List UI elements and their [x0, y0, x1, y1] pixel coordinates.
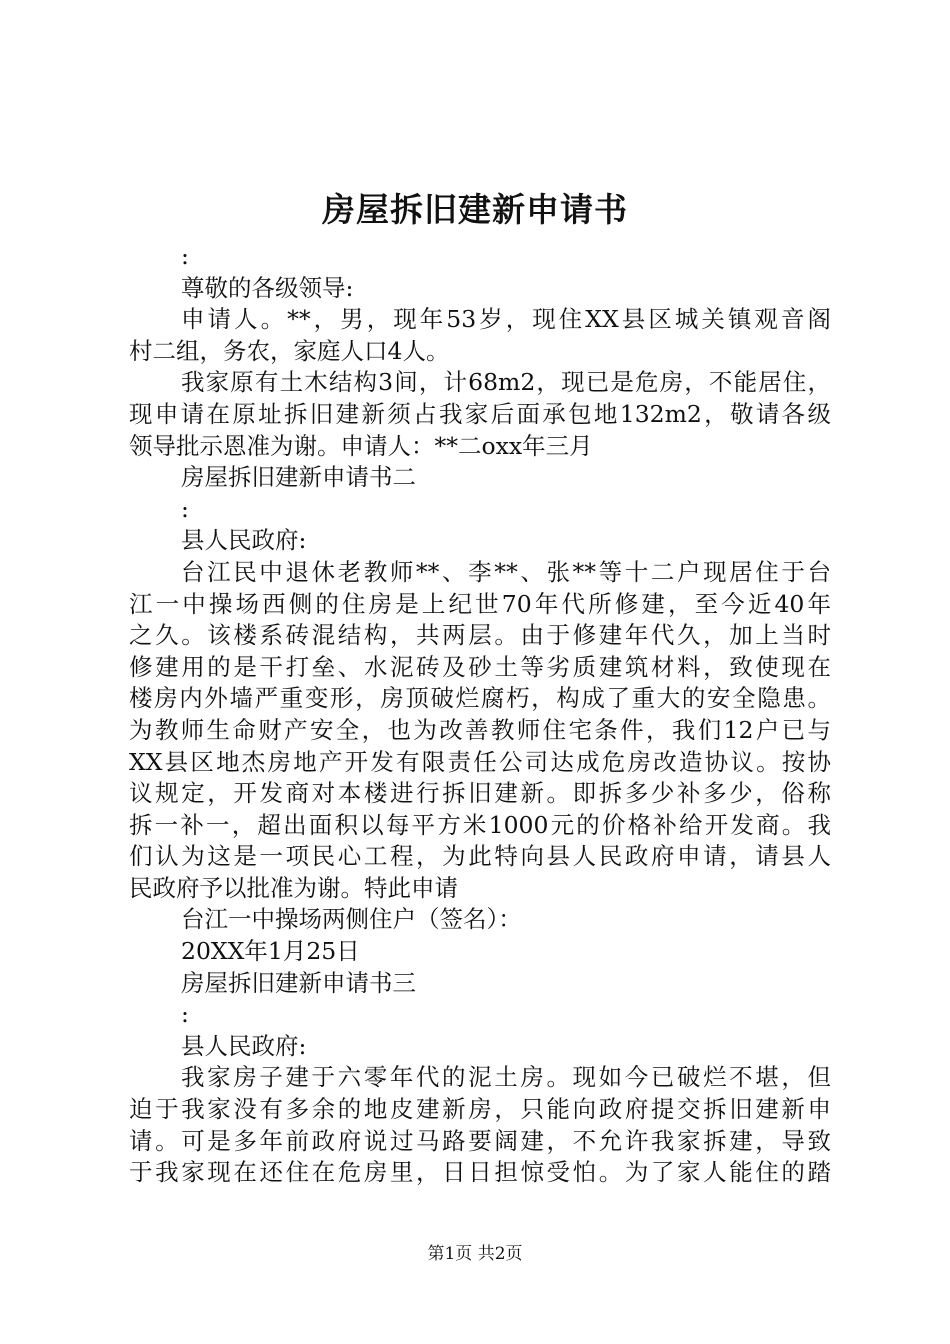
text-line: 我家原有土木结构3间，计68m2，现已是危房，不能居住， [181, 368, 831, 397]
text-line: XX县区地杰房地产开发有限责任公司达成危房改造协议。按协 [129, 747, 831, 776]
document-body [129, 241, 831, 1189]
text-line: 台江民中退休老教师**、李**、张**等十二户现居住于台 [181, 557, 831, 586]
text-line: 迫于我家没有多余的地皮建新房，只能向政府提交拆旧建新申 [129, 1095, 831, 1124]
text-line: 修建用的是干打垒、水泥砖及砂土等劣质建筑材料，致使现在 [129, 652, 831, 681]
text-line: 之久。该楼系砖混结构，共两层。由于修建年代久，加上当时 [129, 621, 831, 650]
text-line: 村二组，务农，家庭人口4人。 [129, 336, 450, 365]
text-line: : [181, 494, 189, 523]
text-line: 于我家现在还住在危房里，日日担惊受怕。为了家人能住的踏 [129, 1158, 831, 1187]
page-footer: 第1页 共2页 [427, 1244, 523, 1264]
salutation: 县人民政府: [181, 1031, 307, 1060]
section-heading: 房屋拆旧建新申请书三 [181, 968, 416, 997]
date-line: 20XX年1月25日 [181, 937, 360, 966]
signature-line: 台江一中操场两侧住户（签名）： [181, 905, 522, 934]
text-line: 我家房子建于六零年代的泥土房。现如今已破烂不堪，但 [181, 1063, 831, 1092]
text-line: : [181, 242, 189, 270]
text-line: 民政府予以批准为谢。特此申请 [129, 873, 458, 902]
salutation: 县人民政府: [181, 526, 307, 555]
text-line: 楼房内外墙严重变形，房顶破烂腐朽，构成了重大的安全隐患。 [129, 684, 831, 713]
text-line: 请。可是多年前政府说过马路要阔建，不允许我家拆建，导致 [129, 1126, 831, 1155]
text-line: 申请人。**，男，现年53岁，现住XX县区城关镇观音阁 [181, 305, 831, 334]
section-heading: 房屋拆旧建新申请书二 [181, 463, 416, 492]
salutation: 尊敬的各级领导: [181, 273, 354, 302]
text-line: : [181, 1000, 189, 1029]
text-line: 们认为这是一项民心工程，为此特向县人民政府申请，请县人 [129, 842, 831, 871]
text-line: 议规定，开发商对本楼进行拆旧建新。即拆多少补多少，俗称 [129, 779, 831, 808]
text-line: 现申请在原址拆旧建新须占我家后面承包地132m2，敬请各级 [129, 399, 831, 428]
text-line: 拆一补一，超出面积以每平方米1000元的价格补给开发商。我 [129, 810, 831, 839]
page-title: 房屋拆旧建新申请书 [322, 190, 628, 229]
text-line: 领导批示恩准为谢。申请人：**二oxx年三月 [129, 431, 593, 460]
text-line: 江一中操场西侧的住房是上纪世70年代所修建，至今近40年 [129, 589, 831, 618]
text-line: 为教师生命财产安全，也为改善教师住宅条件，我们12户已与 [129, 715, 831, 744]
